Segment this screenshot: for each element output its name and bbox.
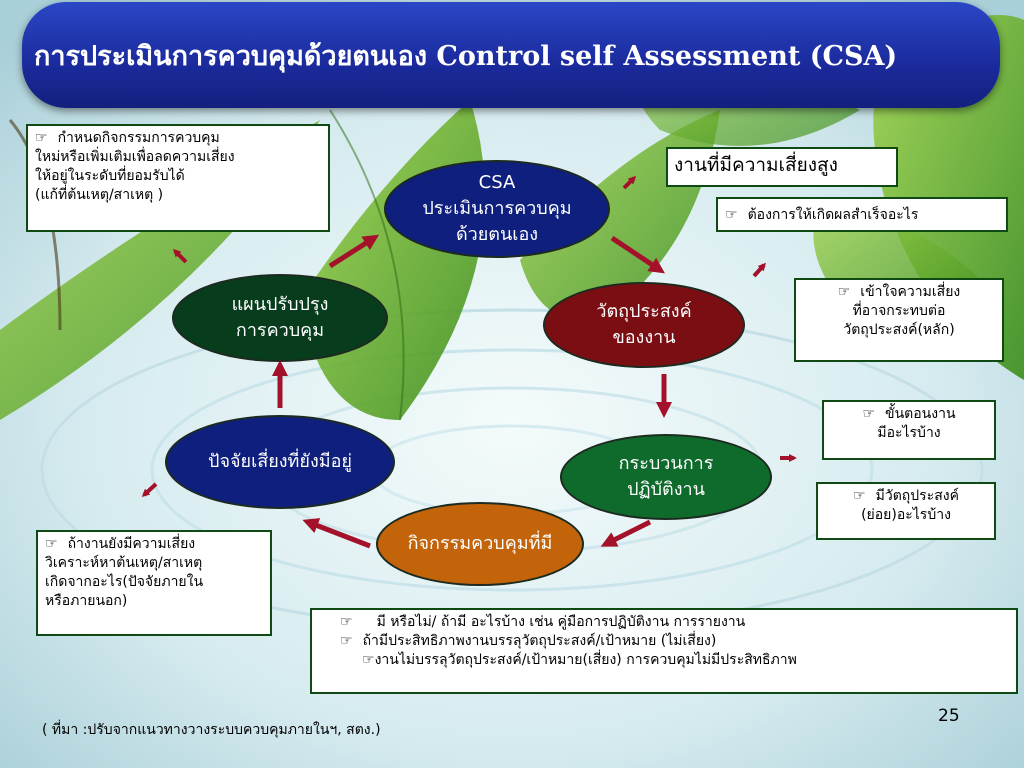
page-number: 25: [938, 706, 960, 726]
page-title: การประเมินการควบคุมด้วยตนเอง Control self Assessment (CSA): [34, 41, 898, 72]
high-risk-label: งานที่มีความเสี่ยงสูง: [666, 147, 898, 187]
pointing-hand-icon: ☞: [853, 488, 866, 504]
note-success: ☞ ต้องการให้เกิดผลสำเร็จอะไร: [716, 197, 1008, 232]
node-process: กระบวนการ ปฏิบัติงาน: [560, 434, 772, 520]
note-bottom-center: ☞ มี หรือไม่/ ถ้ามี อะไรบ้าง เช่น คู่มือการปฏิบัติงาน การรายงาน ☞ ถ้ามีประสิทธิภาพงานบรรลุวัตถุประสงค์/เป้าหมาย (ไม่เสี่ยง) ☞งานไม่บรรลุวัตถุประสงค์/เป้าหมาย(เสี่ยง) การควบคุมไม่มีประสิทธิภาพ: [310, 608, 1018, 694]
pointing-hand-icon: ☞: [340, 633, 353, 649]
note-bottom-left: ☞ ถ้างานยังมีความเสี่ยง วิเคราะห์หาต้นเหตุ/สาเหตุ เกิดจากอะไร(ปัจจัยภายใน หรือภายนอก): [36, 530, 272, 636]
node-controls: กิจกรรมควบคุมที่มี: [376, 502, 584, 586]
note-understand-risk: ☞ เข้าใจความเสี่ยง ที่อาจกระทบต่อ วัตถุประสงค์(หลัก): [794, 278, 1004, 362]
note-sub-objectives: ☞ มีวัตถุประสงค์ (ย่อย)อะไรบ้าง: [816, 482, 996, 540]
note-steps: ☞ ขั้นตอนงาน มีอะไรบ้าง: [822, 400, 996, 460]
note-top-left: ☞ กำหนดกิจกรรมการควบคุม ใหม่หรือเพิ่มเติมเพื่อลดความเสี่ยง ให้อยู่ในระดับที่ยอมรับได้ (แก้ที่ต้นเหตุ/สาเหตุ ): [26, 124, 330, 232]
node-csa: CSA ประเมินการควบคุม ด้วยตนเอง: [384, 160, 610, 258]
source-note: ( ที่มา :ปรับจากแนวทางวางระบบควบคุมภายในฯ, สตง.): [42, 722, 381, 738]
node-residual-risk: ปัจจัยเสี่ยงที่ยังมีอยู่: [165, 415, 395, 509]
node-improvement-plan: แผนปรับปรุง การควบคุม: [172, 274, 388, 362]
pointing-hand-icon: ☞: [725, 207, 738, 223]
pointing-hand-icon: ☞: [340, 614, 353, 630]
pointing-hand-icon: ☞: [35, 130, 48, 146]
pointing-hand-icon: ☞: [862, 406, 876, 422]
pointing-hand-icon: ☞: [45, 536, 58, 552]
pointing-hand-icon: ☞: [837, 284, 851, 300]
pointing-hand-icon: ☞: [362, 652, 375, 668]
node-objective: วัตถุประสงค์ ของงาน: [543, 282, 745, 368]
